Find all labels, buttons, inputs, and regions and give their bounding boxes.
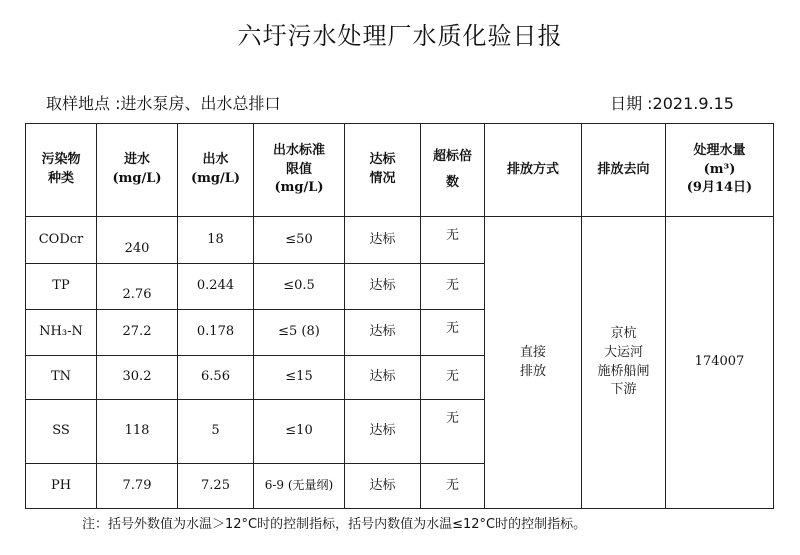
- status-cell: 达标: [345, 400, 421, 464]
- pollutant-cell: TN: [26, 356, 97, 400]
- header-outflow: 出水 (mg/L): [178, 124, 254, 217]
- pollutant-cell: SS: [26, 400, 97, 464]
- exceed-cell: 无: [421, 310, 485, 356]
- discharge-destination-cell: 京杭 大运河 施桥船闸 下游: [582, 217, 666, 509]
- exceed-cell: 无: [421, 400, 485, 464]
- pollutant-cell: PH: [26, 464, 97, 509]
- status-cell: 达标: [345, 356, 421, 400]
- sampling-location: 取样地点 :进水泵房、出水总排口: [46, 94, 281, 113]
- header-volume: 处理水量 (m³) (9月14日): [666, 124, 774, 217]
- status-cell: 达标: [345, 217, 421, 264]
- header-row: [26, 124, 774, 217]
- table-row: [26, 217, 774, 264]
- pollutant-cell: NH₃-N: [26, 310, 97, 356]
- footnote: 注：括号外数值为水温＞12°C时的控制指标，括号内数值为水温≤12°C时的控制指标。: [82, 517, 587, 532]
- status-cell: 达标: [345, 310, 421, 356]
- limit-cell: ≤50: [254, 217, 345, 264]
- header-inflow: 进水 (mg/L): [97, 124, 178, 217]
- outflow-cell: 7.25: [178, 464, 254, 509]
- report-title: 六圩污水处理厂水质化验日报: [237, 22, 563, 50]
- header-discharge-method: 排放方式: [485, 124, 582, 217]
- limit-cell: ≤15: [254, 356, 345, 400]
- header-status: 达标 情况: [345, 124, 421, 217]
- exceed-cell: 无: [421, 356, 485, 400]
- pollutant-cell: TP: [26, 264, 97, 310]
- header-pollutant: 污染物 种类: [26, 124, 97, 217]
- limit-cell: ≤0.5: [254, 264, 345, 310]
- inflow-cell: 118: [97, 400, 178, 464]
- outflow-cell: 18: [178, 217, 254, 264]
- status-cell: 达标: [345, 264, 421, 310]
- outflow-cell: 0.178: [178, 310, 254, 356]
- exceed-cell: 无: [421, 217, 485, 264]
- outflow-cell: 0.244: [178, 264, 254, 310]
- header-exceed: 超标倍 数: [421, 124, 485, 217]
- header-discharge-destination: 排放去向: [582, 124, 666, 217]
- inflow-cell: 27.2: [97, 310, 178, 356]
- header-limit: 出水标准 限值 (mg/L): [254, 124, 345, 217]
- report-date: 日期 :2021.9.15: [610, 94, 734, 113]
- inflow-cell: 7.79: [97, 464, 178, 509]
- inflow-cell: 30.2: [97, 356, 178, 400]
- outflow-cell: 6.56: [178, 356, 254, 400]
- inflow-cell: 2.76: [97, 264, 178, 310]
- pollutant-cell: CODcr: [26, 217, 97, 264]
- exceed-cell: 无: [421, 264, 485, 310]
- volume-cell: 174007: [666, 217, 774, 509]
- outflow-cell: 5: [178, 400, 254, 464]
- exceed-cell: 无: [421, 464, 485, 509]
- discharge-method-cell: 直接 排放: [485, 217, 582, 509]
- status-cell: 达标: [345, 464, 421, 509]
- inflow-cell: 240: [97, 217, 178, 264]
- limit-cell: 6-9 (无量纲): [254, 464, 345, 509]
- limit-cell: ≤10: [254, 400, 345, 464]
- limit-cell: ≤5 (8): [254, 310, 345, 356]
- water-quality-table: [25, 123, 774, 509]
